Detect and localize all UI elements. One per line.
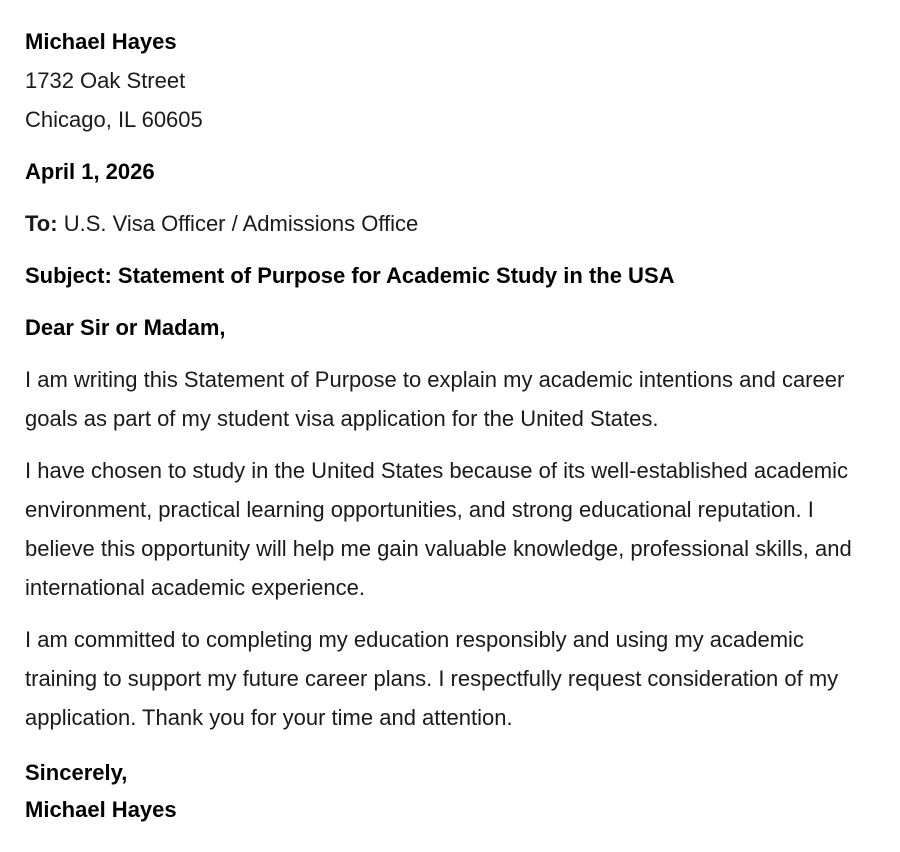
subject-line: Subject: Statement of Purpose for Academic Study in the USA [25,263,675,288]
salutation-block [25,308,865,347]
sender-street: 1732 Oak Street [25,68,186,93]
subject-block [25,256,865,295]
letter-date-block [25,152,865,191]
valediction: Sincerely, [25,760,128,785]
sender-address-block [25,22,865,139]
sender-city-state-zip: Chicago, IL 60605 [25,107,203,132]
recipient-block [25,204,865,243]
body-paragraph: I am writing this Statement of Purpose to explain my academic intentions and career goals as part of my student visa application for the United States. [25,367,845,431]
body-paragraph: I have chosen to study in the United States because of its well-established academic environment, practical learning opportunities, and strong educational reputation. I believe this opportunity will help me gain valuable knowledge, professional skills, and international academic experience. [25,458,852,600]
letter-date: April 1, 2026 [25,159,155,184]
signature-name: Michael Hayes [25,797,177,822]
recipient-label: To: [25,211,58,236]
sender-name: Michael Hayes [25,29,177,54]
salutation: Dear Sir or Madam, [25,315,226,340]
recipient-value: U.S. Visa Officer / Admissions Office [63,211,419,236]
recipient-line [25,204,865,243]
closing-block [25,754,865,828]
body-paragraph: I am committed to completing my education responsibly and using my academic training to support my future career plans. I respectfully request consideration of my application. Thank you for your time and attention. [25,627,839,730]
